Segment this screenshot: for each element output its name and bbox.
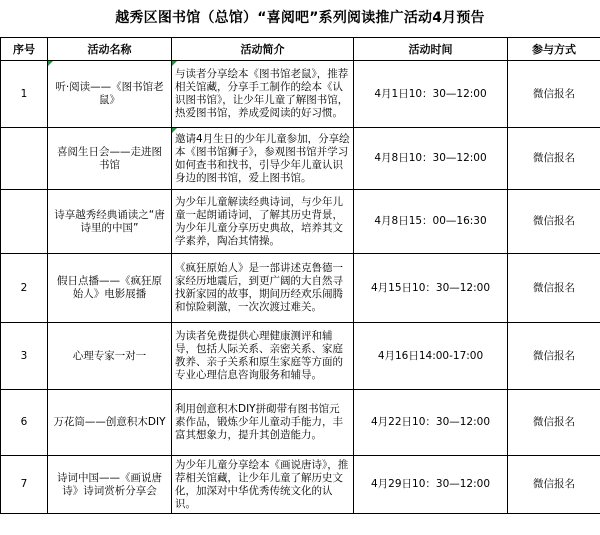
table-row [1, 254, 600, 323]
cell-no[interactable] [1, 190, 48, 254]
cell-intro[interactable]: 为少年儿童分享绘本《画说唐诗》，推荐相关馆藏，让少年儿童了解历史文化，加深对中华优秀传统文化的认识。 [172, 456, 354, 514]
cell-name[interactable]: 万花筒——创意积木DIY [48, 390, 172, 456]
cell-time[interactable]: 4月15日10：30—12:00 [354, 254, 508, 323]
table-row [1, 190, 600, 254]
page-title: 越秀区图书馆（总馆）“喜阅吧”系列阅读推广活动4月预告 [115, 10, 485, 26]
cell-time[interactable]: 4月8日10：30—12:00 [354, 128, 508, 190]
cell-time[interactable]: 4月1日10：30—12:00 [354, 61, 508, 128]
cell-no[interactable]: 7 [1, 456, 48, 514]
cell-no[interactable]: 2 [1, 254, 48, 323]
cell-name[interactable]: 诗词中国——《画说唐诗》诗词赏析分享会 [48, 456, 172, 514]
table-row [1, 456, 600, 514]
cell-time[interactable]: 4月8日15：00—16:30 [354, 190, 508, 254]
cell-intro[interactable]: 利用创意积木DIY拼砌带有图书馆元素作品，锻炼少年儿童动手能力，丰富其想象力，提升其创造能力。 [172, 390, 354, 456]
table-row [1, 61, 600, 128]
cell-intro[interactable]: 《疯狂原始人》是一部讲述克鲁德一家经历地震后，到更广阔的大自然寻找新家园的故事，期间历经欢乐闹腾和惊险刺激，一次次渡过难关。 [172, 254, 354, 323]
cell-time[interactable]: 4月22日10：30—12:00 [354, 390, 508, 456]
activity-table [0, 37, 600, 514]
cell-time[interactable]: 4月29日10：30—12:00 [354, 456, 508, 514]
cell-name[interactable]: 听·阅读——《图书馆老鼠》 [48, 61, 172, 128]
cell-intro[interactable]: 与读者分享绘本《图书馆老鼠》，推荐相关馆藏，分享手工制作的绘本《认识图书馆》，让少年儿童了解图书馆，热爱图书馆，养成爱阅读的好习惯。 [172, 61, 354, 128]
table-row [1, 390, 600, 456]
table-row [1, 128, 600, 190]
header-time[interactable]: 活动时间 [354, 38, 508, 61]
cell-intro[interactable]: 邀请4月生日的少年儿童参加，分享绘本《图书馆狮子》，参观图书馆并学习如何查书和找书，引导少年儿童认识身边的图书馆，爱上图书馆。 [172, 128, 354, 190]
cell-name[interactable]: 喜阅生日会——走进图书馆 [48, 128, 172, 190]
cell-method[interactable]: 微信报名 [508, 323, 600, 390]
cell-method[interactable]: 微信报名 [508, 190, 600, 254]
cell-name[interactable]: 假日点播——《疯狂原始人》电影展播 [48, 254, 172, 323]
header-no[interactable]: 序号 [1, 38, 48, 61]
cell-method[interactable]: 微信报名 [508, 254, 600, 323]
cell-method[interactable]: 微信报名 [508, 456, 600, 514]
cell-no[interactable]: 3 [1, 323, 48, 390]
cell-method[interactable]: 微信报名 [508, 390, 600, 456]
cell-no[interactable]: 6 [1, 390, 48, 456]
cell-intro[interactable]: 为读者免费提供心理健康测评和辅导，包括人际关系、亲密关系、家庭教养、亲子关系和原生家庭等方面的专业心理信息咨询服务和辅导。 [172, 323, 354, 390]
cell-name[interactable]: 心理专家一对一 [48, 323, 172, 390]
table-row [1, 323, 600, 390]
cell-no[interactable] [1, 128, 48, 190]
cell-time[interactable]: 4月16日14:00-17:00 [354, 323, 508, 390]
cell-method[interactable]: 微信报名 [508, 128, 600, 190]
cell-no[interactable]: 1 [1, 61, 48, 128]
header-name[interactable]: 活动名称 [48, 38, 172, 61]
header-intro[interactable]: 活动简介 [172, 38, 354, 61]
cell-method[interactable]: 微信报名 [508, 61, 600, 128]
header-row [1, 38, 600, 61]
cell-name[interactable]: 诗享越秀经典诵读之“唐诗里的中国” [48, 190, 172, 254]
header-method[interactable]: 参与方式 [508, 38, 600, 61]
cell-intro[interactable]: 为少年儿童解读经典诗词，与少年儿童一起朗诵诗词，了解其历史背景，为少年儿童分享历史典故，培养其文学素养，陶冶其情操。 [172, 190, 354, 254]
